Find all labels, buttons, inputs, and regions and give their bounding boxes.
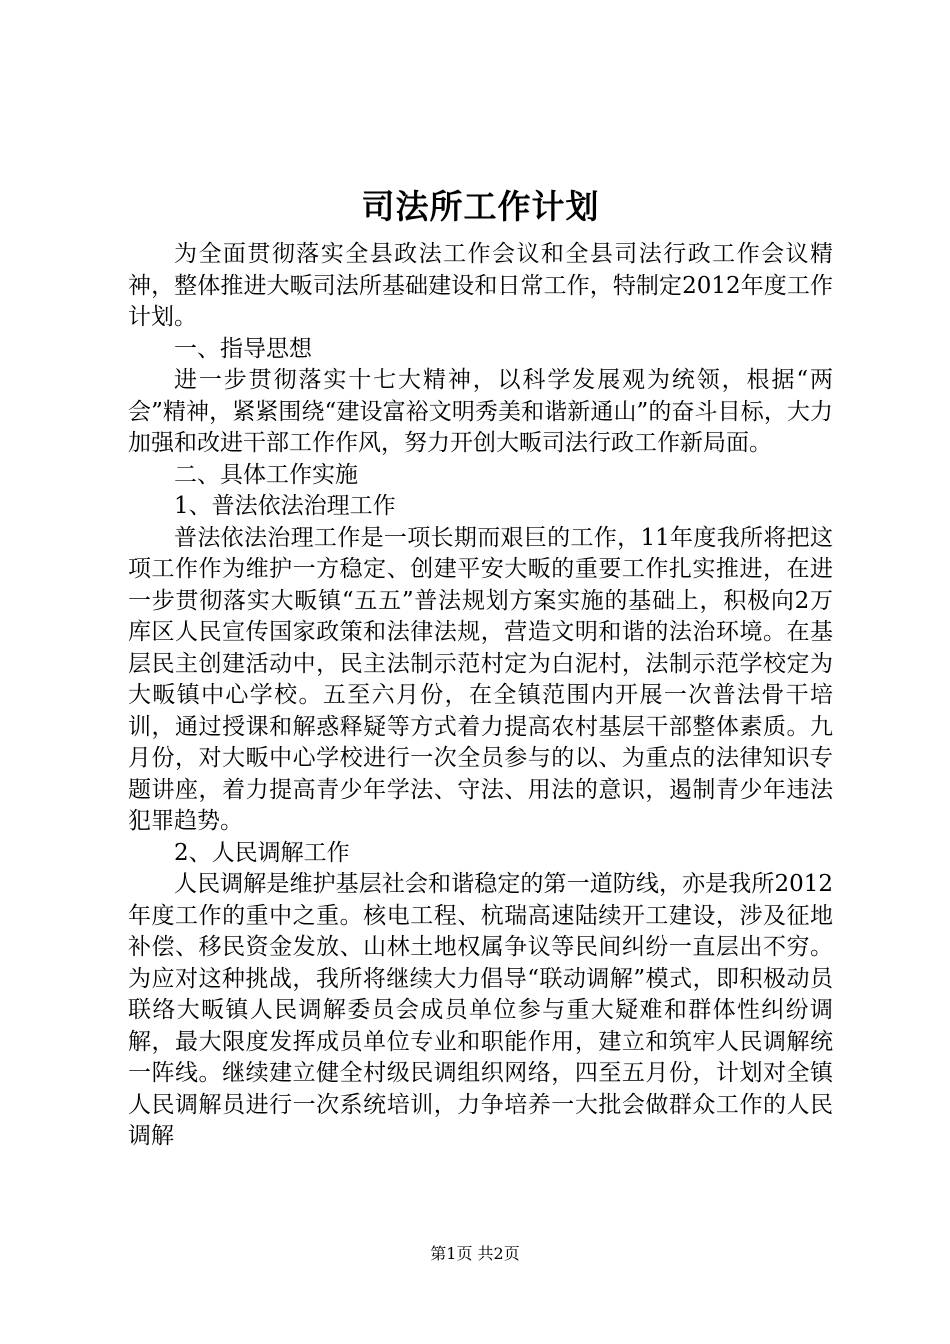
item-paragraph-mediation: 人民调解是维护基层社会和谐稳定的第一道防线，亦是我所2012年度工作的重中之重。核电工程、杭瑞高速陆续开工建设，涉及征地补偿、移民资金发放、山林土地权属争议等民间纠纷一直层出不穷。为应对这种挑战，我所将继续大力倡导“联动调解”模式，即积极动员联络大畈镇人民调解委员会成员单位参与重大疑难和群体性纠纷调解，最大限度发挥成员单位专业和职能作用，建立和筑牢人民调解统一阵线。继续建立健全村级民调组织网络，四至五月份，计划对全镇人民调解员进行一次系统培训，力争培养一大批会做群众工作的人民调解 <box>128 871 833 1149</box>
intro-paragraph: 为全面贯彻落实全县政法工作会议和全县司法行政工作会议精神，整体推进大畈司法所基础建设和日常工作，特制定2012年度工作计划。 <box>128 241 833 330</box>
section-paragraph-guiding-ideology: 进一步贯彻落实十七大精神，以科学发展观为统领，根据“两会”精神，紧紧围绕“建设富裕文明秀美和谐新通山”的奋斗目标，大力加强和改进干部工作作风，努力开创大畈司法行政工作新局面。 <box>128 367 833 456</box>
document-page <box>128 183 833 1153</box>
page-number-footer: 第1页 共2页 <box>430 1244 520 1263</box>
section-heading-guiding-ideology: 一、指导思想 <box>174 335 312 362</box>
item-paragraph-legal-education: 普法依法治理工作是一项长期而艰巨的工作，11年度我所将把这项工作作为维护一方稳定、创建平安大畈的重要工作扎实推进，在进一步贯彻落实大畈镇“五五”普法规划方案实施的基础上，积极向2万库区人民宣传国家政策和法律法规，营造文明和谐的法治环境。在基层民主创建活动中，民主法制示范村定为白泥村，法制示范学校定为大畈镇中心学校。五至六月份，在全镇范围内开展一次普法骨干培训，通过授课和解惑释疑等方式着力提高农村基层干部整体素质。九月份，对大畈中心学校进行一次全员参与的以、为重点的法律知识专题讲座，着力提高青少年学法、守法、用法的意识，遏制青少年违法犯罪趋势。 <box>128 524 833 834</box>
section-heading-implementation: 二、具体工作实施 <box>174 461 358 488</box>
item-heading-mediation: 2、人民调解工作 <box>174 839 350 866</box>
item-heading-legal-education: 1、普法依法治理工作 <box>174 493 396 519</box>
document-title: 司法所工作计划 <box>361 187 600 226</box>
